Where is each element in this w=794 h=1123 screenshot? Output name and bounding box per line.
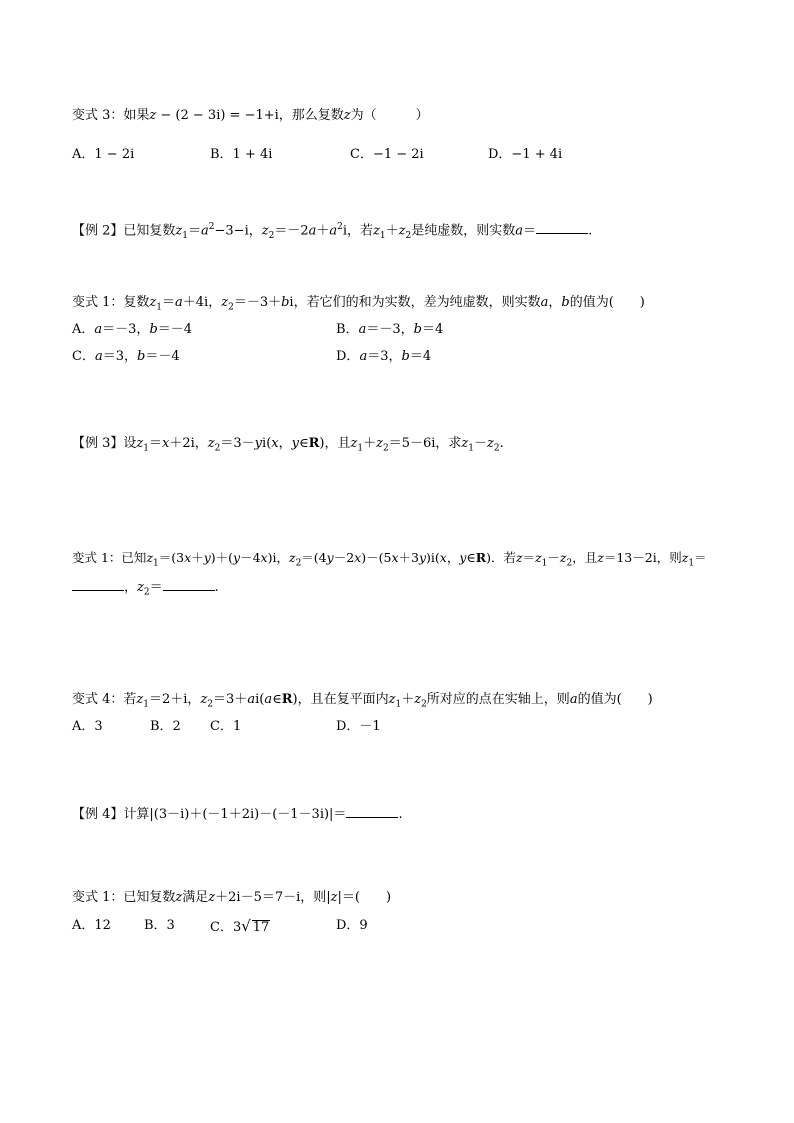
question-ex3-variant-1-line2: ，$z_2=$ . xyxy=(72,578,219,602)
option-b: B．3 xyxy=(144,918,175,933)
option-d: D．−1 + 4i xyxy=(488,147,563,162)
option-b: B．2 xyxy=(150,719,181,734)
option-b: B．1 + 4i xyxy=(210,147,273,162)
option-d: D．－1 xyxy=(336,719,381,734)
question-ex3-variant-1: 变式 1：已知$z_1=(3x+y)+(y-4x)i$，$z_2=(4y-2x)-(5x+3y)i(x$，y∈R)．若$z=z_1-z_2$，且z＝13－2i，则$z_1=$ xyxy=(72,550,707,569)
option-d: D．a＝3，b＝4 xyxy=(336,349,432,364)
option-c: C．3√ 17 xyxy=(210,917,270,935)
example-2: 【例 2】已知复数$z_1=a^2-3-i$，$z_2=-2a+a^2i$，若$z_1+z_2$是纯虚数，则实数a＝ . xyxy=(72,222,593,241)
option-c: C．a＝3，b＝－4 xyxy=(72,349,180,364)
example-4: 【例 4】计算|(3－i)＋(－1＋2i)－(－1－3i)|＝ . xyxy=(72,807,403,822)
option-a: A．1 − 2i xyxy=(72,147,135,162)
option-c: C．−1 − 2i xyxy=(350,147,424,162)
option-a: A．12 xyxy=(72,918,111,933)
option-c: C．1 xyxy=(210,719,242,734)
option-a: A．3 xyxy=(72,719,103,734)
question-ex4-variant-1: 变式 1：已知复数z满足z＋2i－5＝7－i，则|z|＝( ) xyxy=(72,890,392,905)
option-d: D．9 xyxy=(336,918,368,933)
question-ex3-variant-4: 变式 4：若$z_1=2+i$，$z_2=3+ai(a\in R)$，且在复平面内$z_1+z_2$所对应的点在实轴上，则a的值为( ) xyxy=(72,692,653,710)
question-ex2-variant-1: 变式 1：复数$z_1=a+4i$，$z_2=-3+bi$，若它们的和为实数，差为纯虚数，则实数a，b的值为( ) xyxy=(72,295,645,313)
question-variant-3: 变式 3：如果z − (2 − 3i) = −1+i，那么复数z为（ ） xyxy=(72,108,429,123)
option-b: B．a＝－3，b＝4 xyxy=(336,322,444,337)
option-a: A．a＝－3，b＝－4 xyxy=(72,322,193,337)
example-3: 【例 3】设$z_1=x+2i$，$z_2=3-yi(x$，y∈R)，且$z_1+z_2=5-6i$，求$z_1-z_2$. xyxy=(72,436,504,454)
